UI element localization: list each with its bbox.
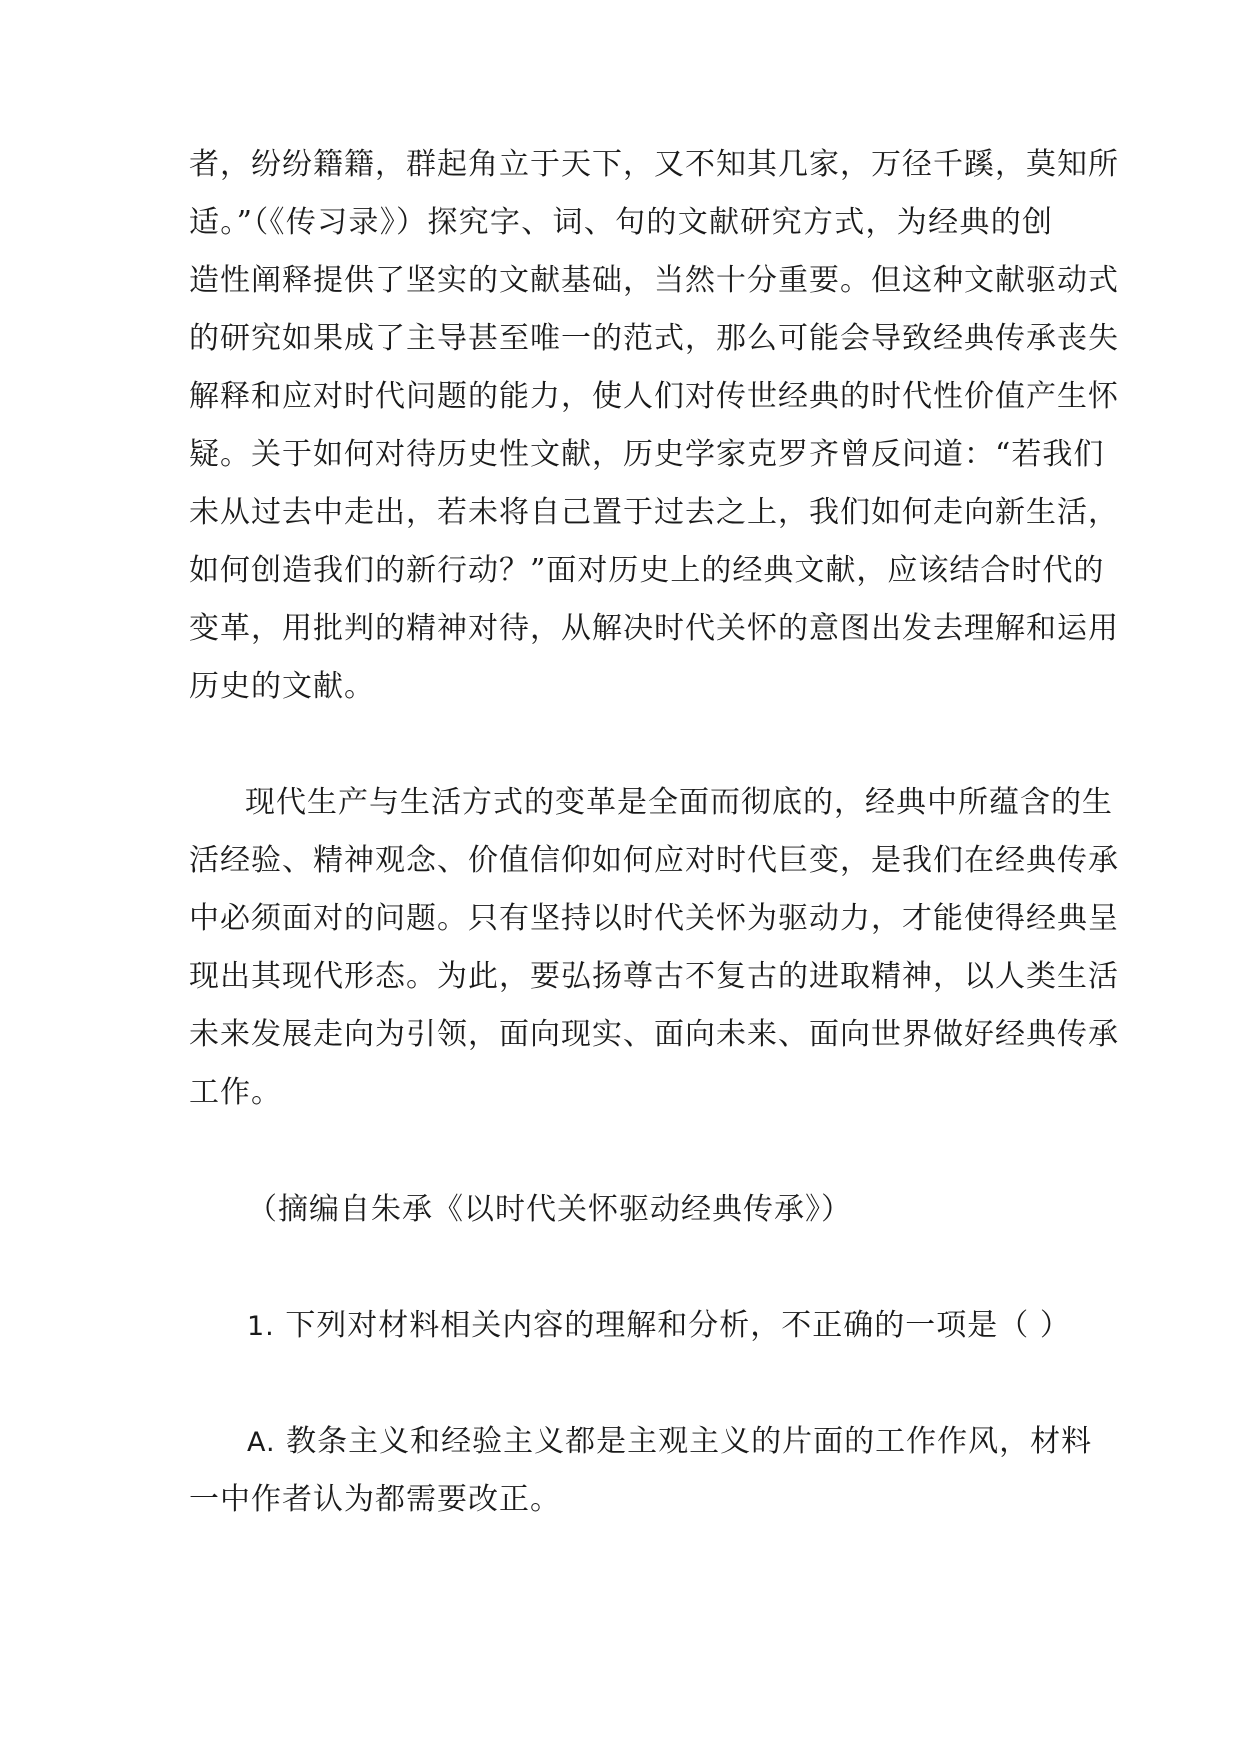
option-a-text: 教条主义和经验主义都是主观主义的片面的工作作风，材料 (286, 1424, 1093, 1459)
paragraph-1-line-4: 的研究如果成了主导甚至唯一的范式，那么可能会导致经典传承丧失 (189, 321, 1119, 356)
question-1 (247, 1306, 1071, 1347)
paragraph-2-line-2: 活经验、精神观念、价值信仰如何应对时代巨变，是我们在经典传承 (189, 843, 1119, 878)
paragraph-2-line-3: 中必须面对的问题。只有坚持以时代关怀为驱动力，才能使得经典呈 (189, 901, 1119, 936)
paragraph-1-line-3: 造性阐释提供了坚实的文献基础，当然十分重要。但这种文献驱动式 (189, 263, 1119, 298)
paragraph-1-line-8: 如何创造我们的新行动？”面对历史上的经典文献，应该结合时代的 (189, 553, 1105, 588)
option-a-letter: A. (247, 1427, 276, 1458)
paragraph-2-line-1: 现代生产与生活方式的变革是全面而彻底的，经典中所蕴含的生 (245, 785, 1113, 820)
paragraph-2-line-4: 现出其现代形态。为此，要弘扬尊古不复古的进取精神，以人类生活 (189, 959, 1119, 994)
option-a-line-2: 一中作者认为都需要改正。 (189, 1482, 561, 1517)
paragraph-2-line-6: 工作。 (189, 1075, 282, 1110)
question-1-text: 下列对材料相关内容的理解和分析，不正确的一项是（ ） (285, 1308, 1071, 1343)
paragraph-1-line-6: 疑。关于如何对待历史性文献，历史学家克罗齐曾反问道：“若我们 (189, 437, 1105, 472)
paragraph-1-line-5: 解释和应对时代问题的能力，使人们对传世经典的时代性价值产生怀 (189, 379, 1119, 414)
paragraph-1-line-10: 历史的文献。 (189, 669, 375, 704)
source-citation: （摘编自朱承《以时代关怀驱动经典传承》） (247, 1192, 852, 1227)
paragraph-1-line-1: 者，纷纷籍籍，群起角立于天下，又不知其几家，万径千蹊，莫知所 (189, 147, 1119, 182)
paragraph-1-line-2: 适。”（《传习录》）探究字、词、句的文献研究方式，为经典的创 (189, 205, 1053, 240)
paragraph-1-line-9: 变革，用批判的精神对待，从解决时代关怀的意图出发去理解和运用 (189, 611, 1119, 646)
option-a-line-1 (247, 1422, 1093, 1463)
paragraph-2-line-5: 未来发展走向为引领，面向现实、面向未来、面向世界做好经典传承 (189, 1017, 1119, 1052)
question-1-number: 1. (247, 1311, 275, 1342)
paragraph-1-line-7: 未从过去中走出，若未将自己置于过去之上，我们如何走向新生活， (189, 495, 1119, 530)
